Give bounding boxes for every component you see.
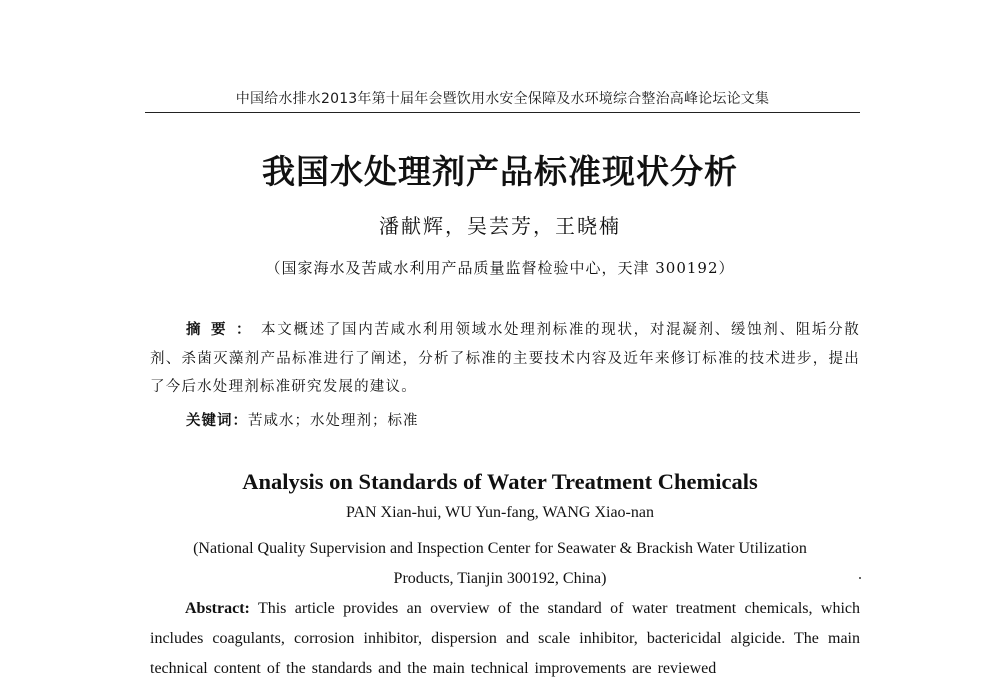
abstract-zh-text: 本文概述了国内苦咸水利用领域水处理剂标准的现状，对混凝剂、缓蚀剂、阻垢分散剂、杀菌灭藻剂产品标准进行了阐述，分析了标准的主要技术内容及近年来修订标准的技术进步，提出了今后水处理剂标准研究发展的建议。	[150, 322, 860, 395]
abstract-zh	[150, 316, 860, 402]
running-header: 中国给水排水2013年第十届年会暨饮用水安全保障及水环境综合整治高峰论坛论文集	[235, 91, 770, 107]
abstract-zh-label: 摘要：	[186, 322, 262, 338]
affiliation-zh: （国家海水及苦咸水利用产品质量监督检验中心，天津 300192）	[265, 259, 735, 277]
paper-title-zh: 我国水处理剂产品标准现状分析	[262, 152, 738, 191]
affiliation-en-line2: Products, Tianjin 300192, China)	[393, 570, 607, 587]
abstract-en	[150, 594, 860, 684]
abstract-en-text: This article provides an overview of the standard of water treatment chemicals, which includes coagulants, corrosion inhibitor, dispersion and scale inhibitor, bactericidal algicide. The main technical content of the standards and the main technical improvements are reviewed	[150, 600, 860, 677]
scan-speck	[859, 577, 861, 579]
affiliation-en-line1: (National Quality Supervision and Inspection Center for Seawater & Brackish Water Utilization	[193, 540, 807, 557]
paper-title-en: Analysis on Standards of Water Treatment Chemicals	[242, 469, 758, 494]
authors-zh: 潘献辉，吴芸芳，王晓楠	[379, 214, 621, 238]
abstract-en-label: Abstract:	[185, 600, 250, 617]
header-rule	[145, 112, 860, 113]
authors-en: PAN Xian-hui, WU Yun-fang, WANG Xiao-nan	[346, 504, 654, 521]
keywords-zh-label: 关键词：	[186, 413, 248, 429]
affiliation-en	[0, 534, 1000, 594]
keywords-zh	[186, 409, 419, 430]
keywords-zh-text: 苦咸水；水处理剂；标准	[248, 413, 419, 429]
